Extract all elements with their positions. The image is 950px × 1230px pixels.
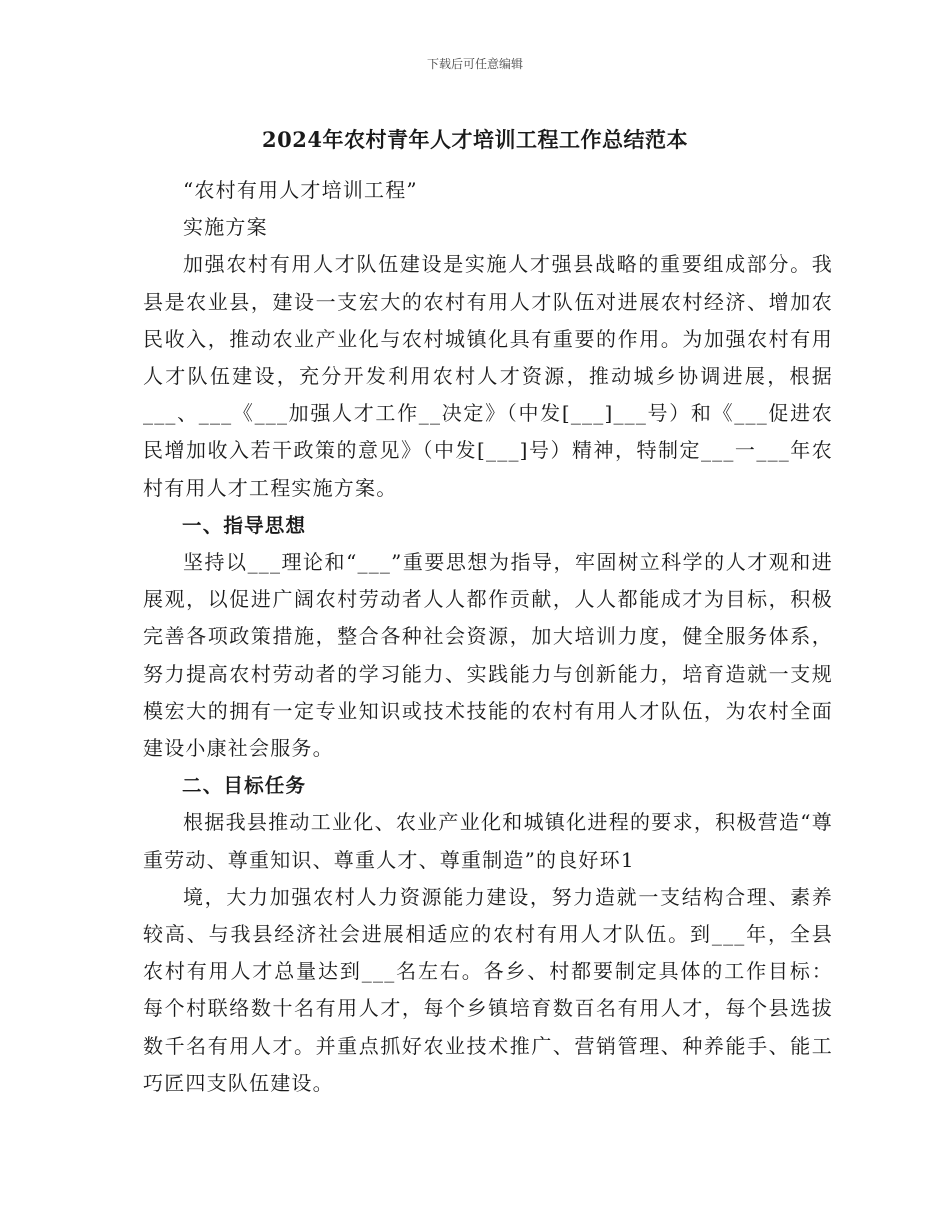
header-note: 下载后可任意编辑 bbox=[426, 57, 523, 71]
document-body bbox=[143, 172, 833, 1102]
section-heading-goals: 二、目标任务 bbox=[182, 774, 307, 798]
paragraph-goals-part1: 根据我县推动工业化、农业产业化和城镇化进程的要求，积极营造“尊重劳动、尊重知识、尊重人才、尊重制造”的良好环1 bbox=[143, 810, 833, 872]
paragraph-guiding-thought: 坚持以___理论和“___”重要思想为指导，牢固树立科学的人才观和进展观，以促进广阔农村劳动者人人都作贡献，人人都能成才为目标，积极完善各项政策措施，整合各种社会资源，加大培训力度，健全服务体系，努力提高农村劳动者的学习能力、实践能力与创新能力，培育造就一支规模宏大的拥有一定专业知识或技术技能的农村有用人才队伍，为农村全面建设小康社会服务。 bbox=[143, 550, 833, 761]
paragraph-intro: 加强农村有用人才队伍建设是实施人才强县战略的重要组成部分。我县是农业县，建设一支宏大的农村有用人才队伍对进展农村经济、增加农民收入，推动农业产业化与农村城镇化具有重要的作用。为加强农村有用人才队伍建设，充分开发利用农村人才资源，推动城乡协调进展，根据___、___《___加强人才工作__决定》（中发[___]___号）和《___促进农民增加收入若干政策的意见》（中发[___]号）精神，特制定___一___年农村有用人才工程实施方案。 bbox=[143, 252, 833, 500]
paragraph-goals-part2: 境，大力加强农村人力资源能力建设，努力造就一支结构合理、素养较高、与我县经济社会进展相适应的农村有用人才队伍。到___年，全县农村有用人才总量达到___名左右。各乡、村都要制定具体的工作目标：每个村联络数十名有用人才，每个乡镇培育数百名有用人才，每个县选拔数千名有用人才。并重点抓好农业技术推广、营销管理、种养能手、能工巧匠四支队伍建设。 bbox=[143, 884, 833, 1095]
document-title: 2024年农村青年人才培训工程工作总结范本 bbox=[262, 127, 688, 152]
section-heading-guiding-thought: 一、指导思想 bbox=[182, 513, 307, 537]
paragraph-plan-label: 实施方案 bbox=[183, 215, 268, 240]
paragraph-project-name: “农村有用人才培训工程” bbox=[183, 178, 418, 202]
